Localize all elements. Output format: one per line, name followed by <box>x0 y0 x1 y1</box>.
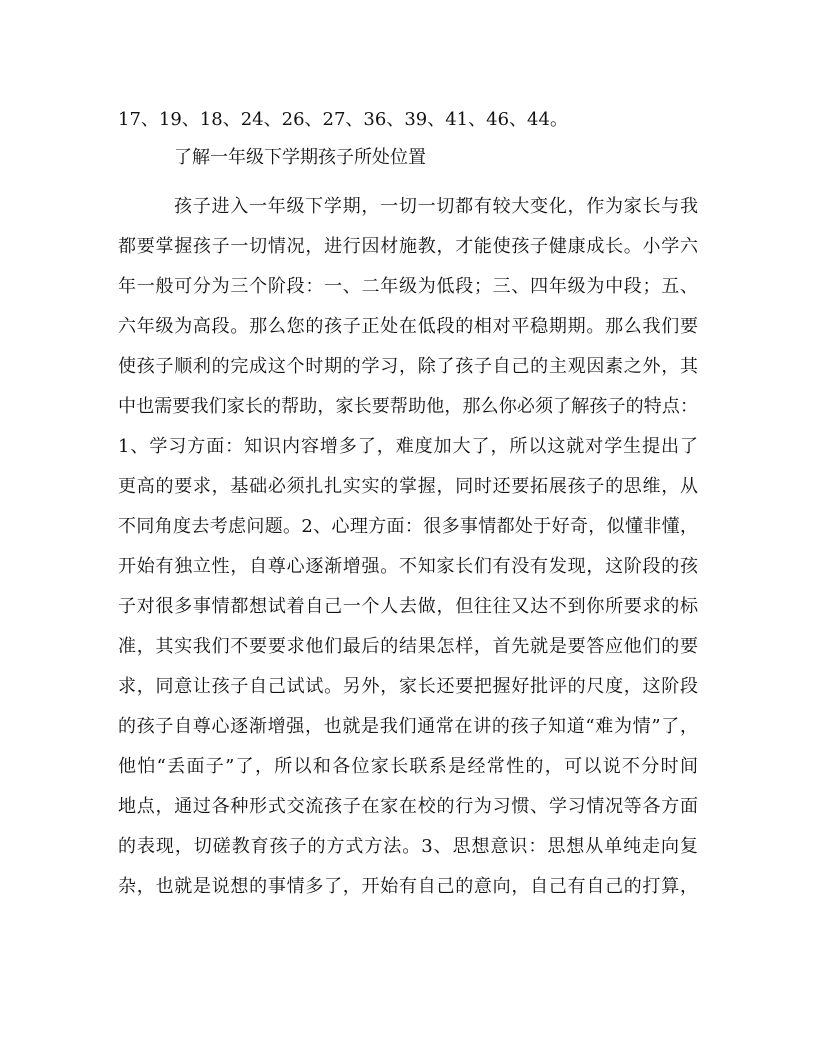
paragraph-line: 中也需要我们家长的帮助，家长要帮助他，那么你必须了解孩子的特点： <box>118 396 698 417</box>
section-heading: 了解一年级下学期孩子所处位置 <box>174 147 426 168</box>
paragraph-line: 都要掌握孩子一切情况，进行因材施教，才能使孩子健康成长。小学六 <box>118 236 698 257</box>
paragraph-line: 的表现，切磋教育孩子的方式方法。3、思想意识：思想从单纯走向复 <box>118 836 698 857</box>
paragraph-line: 求，同意让孩子自己试试。另外，家长还要把握好批评的尺度，这阶段 <box>118 676 698 697</box>
number-list-line: 17、19、18、24、26、27、36、39、41、46、44。 <box>118 109 568 130</box>
paragraph-line: 准，其实我们不要要求他们最后的结果怎样，首先就是要答应他们的要 <box>118 636 698 657</box>
paragraph-line: 更高的要求，基础必须扎扎实实的掌握，同时还要拓展孩子的思维，从 <box>118 476 698 497</box>
paragraph-line: 的孩子自尊心逐渐增强，也就是我们通常在讲的孩子知道“难为情”了， <box>118 716 698 737</box>
paragraph-line: 子对很多事情都想试着自己一个人去做，但往往又达不到你所要求的标 <box>118 596 698 617</box>
paragraph-line: 1、学习方面：知识内容增多了，难度加大了，所以这就对学生提出了 <box>118 436 698 457</box>
paragraph-line: 地点，通过各种形式交流孩子在家在校的行为习惯、学习情况等各方面 <box>118 796 698 817</box>
paragraph-line: 不同角度去考虑问题。2、心理方面：很多事情都处于好奇，似懂非懂， <box>118 516 698 537</box>
paragraph-line: 使孩子顺利的完成这个时期的学习，除了孩子自己的主观因素之外，其 <box>118 356 698 377</box>
paragraph-line: 孩子进入一年级下学期，一切一切都有较大变化，作为家长与我 <box>174 196 698 217</box>
paragraph-line: 杂，也就是说想的事情多了，开始有自己的意向，自己有自己的打算， <box>118 876 698 897</box>
paragraph-line: 他怕“丢面子”了，所以和各位家长联系是经常性的，可以说不分时间 <box>118 756 698 777</box>
paragraph-line: 六年级为高段。那么您的孩子正处在低段的相对平稳期期。那么我们要 <box>118 316 698 337</box>
paragraph-line: 年一般可分为三个阶段：一、二年级为低段；三、四年级为中段；五、 <box>118 276 698 297</box>
paragraph-line: 开始有独立性，自尊心逐渐增强。不知家长们有没有发现，这阶段的孩 <box>118 556 698 577</box>
